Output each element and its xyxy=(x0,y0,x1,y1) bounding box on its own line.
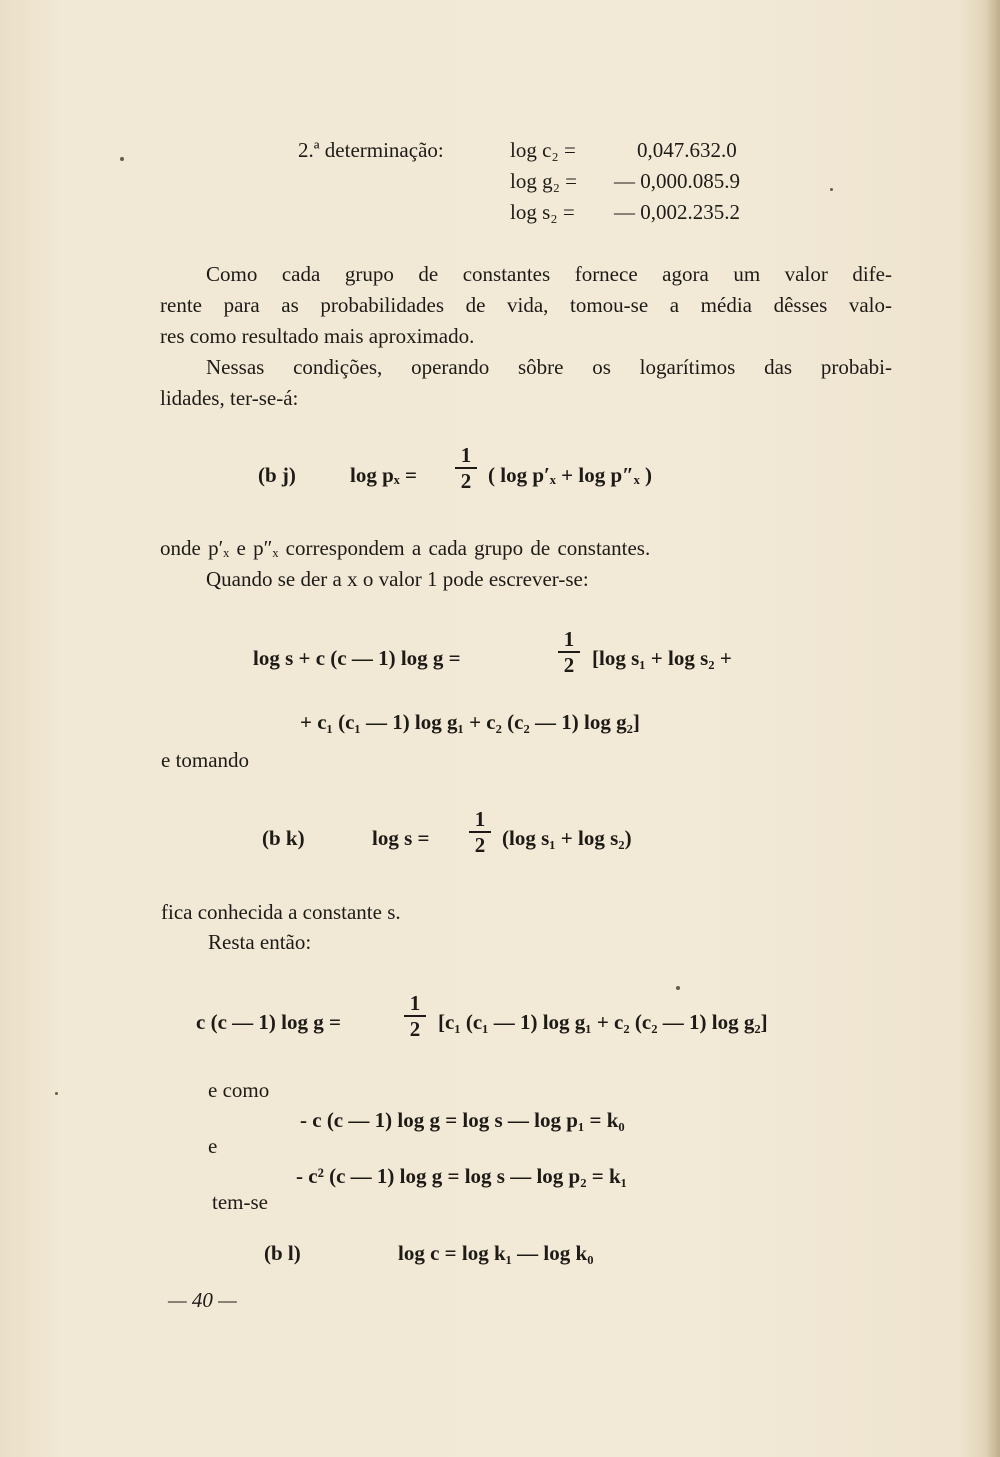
eq-bk-label: (b k) xyxy=(262,826,305,850)
eq-long-fraction xyxy=(558,628,580,676)
text-onde: onde p′ₓ e p″ₓ correspondem a cada grupo de constantes. xyxy=(160,536,651,560)
eq-c-fraction xyxy=(404,992,426,1040)
fraction-denominator: 2 xyxy=(409,1017,421,1041)
text-e: e xyxy=(208,1134,218,1158)
speck xyxy=(676,986,680,990)
text-ecomo: e como xyxy=(208,1078,270,1102)
row-s2-lhs: log s₂ = xyxy=(510,200,575,224)
fraction-denominator: 2 xyxy=(474,833,486,857)
eq-long-lhs: log s + c (c — 1) log g = xyxy=(253,646,461,670)
eq-k1: - c² (c — 1) log g = log s — log p₂ = k₁ xyxy=(296,1164,627,1188)
eq-bj-fraction xyxy=(455,444,477,492)
determination-label: 2.ª determinação: xyxy=(298,138,444,162)
fraction-denominator: 2 xyxy=(563,653,575,677)
fraction-denominator: 2 xyxy=(460,469,472,493)
eq-long-rhs-line2: + c₁ (c₁ — 1) log g₁ + c₂ (c₂ — 1) log g₂] xyxy=(300,710,640,734)
row-g2-lhs: log g₂ = xyxy=(510,169,577,193)
paragraph-2-line: lidades, ter-se-á: xyxy=(160,386,299,410)
speck xyxy=(830,188,833,191)
eq-bk-lhs: log s = xyxy=(372,826,430,850)
page-edge-shadow xyxy=(986,0,1000,1457)
speck xyxy=(55,1092,58,1095)
text-fica: fica conhecida a constante s. xyxy=(161,900,401,924)
row-c2-value: 0,047.632.0 xyxy=(637,138,737,162)
fraction-numerator: 1 xyxy=(474,807,486,831)
eq-bk-fraction xyxy=(469,808,491,856)
row-s2-value: — 0,002.235.2 xyxy=(614,200,740,224)
eq-k0: - c (c — 1) log g = log s — log p₁ = k₀ xyxy=(300,1108,625,1132)
eq-bl-label: (b l) xyxy=(264,1241,301,1265)
paragraph-1-line: rente para as probabilidades de vida, tomou-se a média dêsses valo- xyxy=(160,293,892,317)
text-quando: Quando se der a x o valor 1 pode escrever-se: xyxy=(206,567,589,591)
speck xyxy=(120,157,124,161)
eq-bj-rhs: ( log p′ₓ + log p″ₓ ) xyxy=(488,463,653,487)
text-tomando: e tomando xyxy=(161,748,250,772)
eq-c-rhs: [c₁ (c₁ — 1) log g₁ + c₂ (c₂ — 1) log g₂] xyxy=(438,1010,768,1034)
text-resta: Resta então: xyxy=(208,930,312,954)
fraction-numerator: 1 xyxy=(409,991,421,1015)
paragraph-1-line: res como resultado mais aproximado. xyxy=(160,324,475,348)
row-g2-value: — 0,000.085.9 xyxy=(614,169,740,193)
eq-bj-label: (b j) xyxy=(258,463,296,487)
paragraph-1 xyxy=(160,259,892,352)
text-temse: tem-se xyxy=(212,1190,268,1214)
fraction-numerator: 1 xyxy=(460,443,472,467)
paragraph-2-line: Nessas condições, operando sôbre os logarítimos das probabi- xyxy=(206,355,892,379)
paragraph-1-line: Como cada grupo de constantes fornece agora um valor dife- xyxy=(206,262,892,286)
eq-bl-expr: log c = log k₁ — log k₀ xyxy=(398,1241,594,1265)
eq-c-lhs: c (c — 1) log g = xyxy=(196,1010,341,1034)
eq-long-rhs-line1: [log s₁ + log s₂ + xyxy=(592,646,732,670)
fraction-numerator: 1 xyxy=(563,627,575,651)
eq-bj-lhs: log pₓ = xyxy=(350,463,417,487)
paragraph-2 xyxy=(160,352,892,414)
eq-bk-rhs: (log s₁ + log s₂) xyxy=(502,826,632,850)
row-c2-lhs: log c₂ = xyxy=(510,138,576,162)
page-number: — 40 — xyxy=(168,1288,237,1312)
